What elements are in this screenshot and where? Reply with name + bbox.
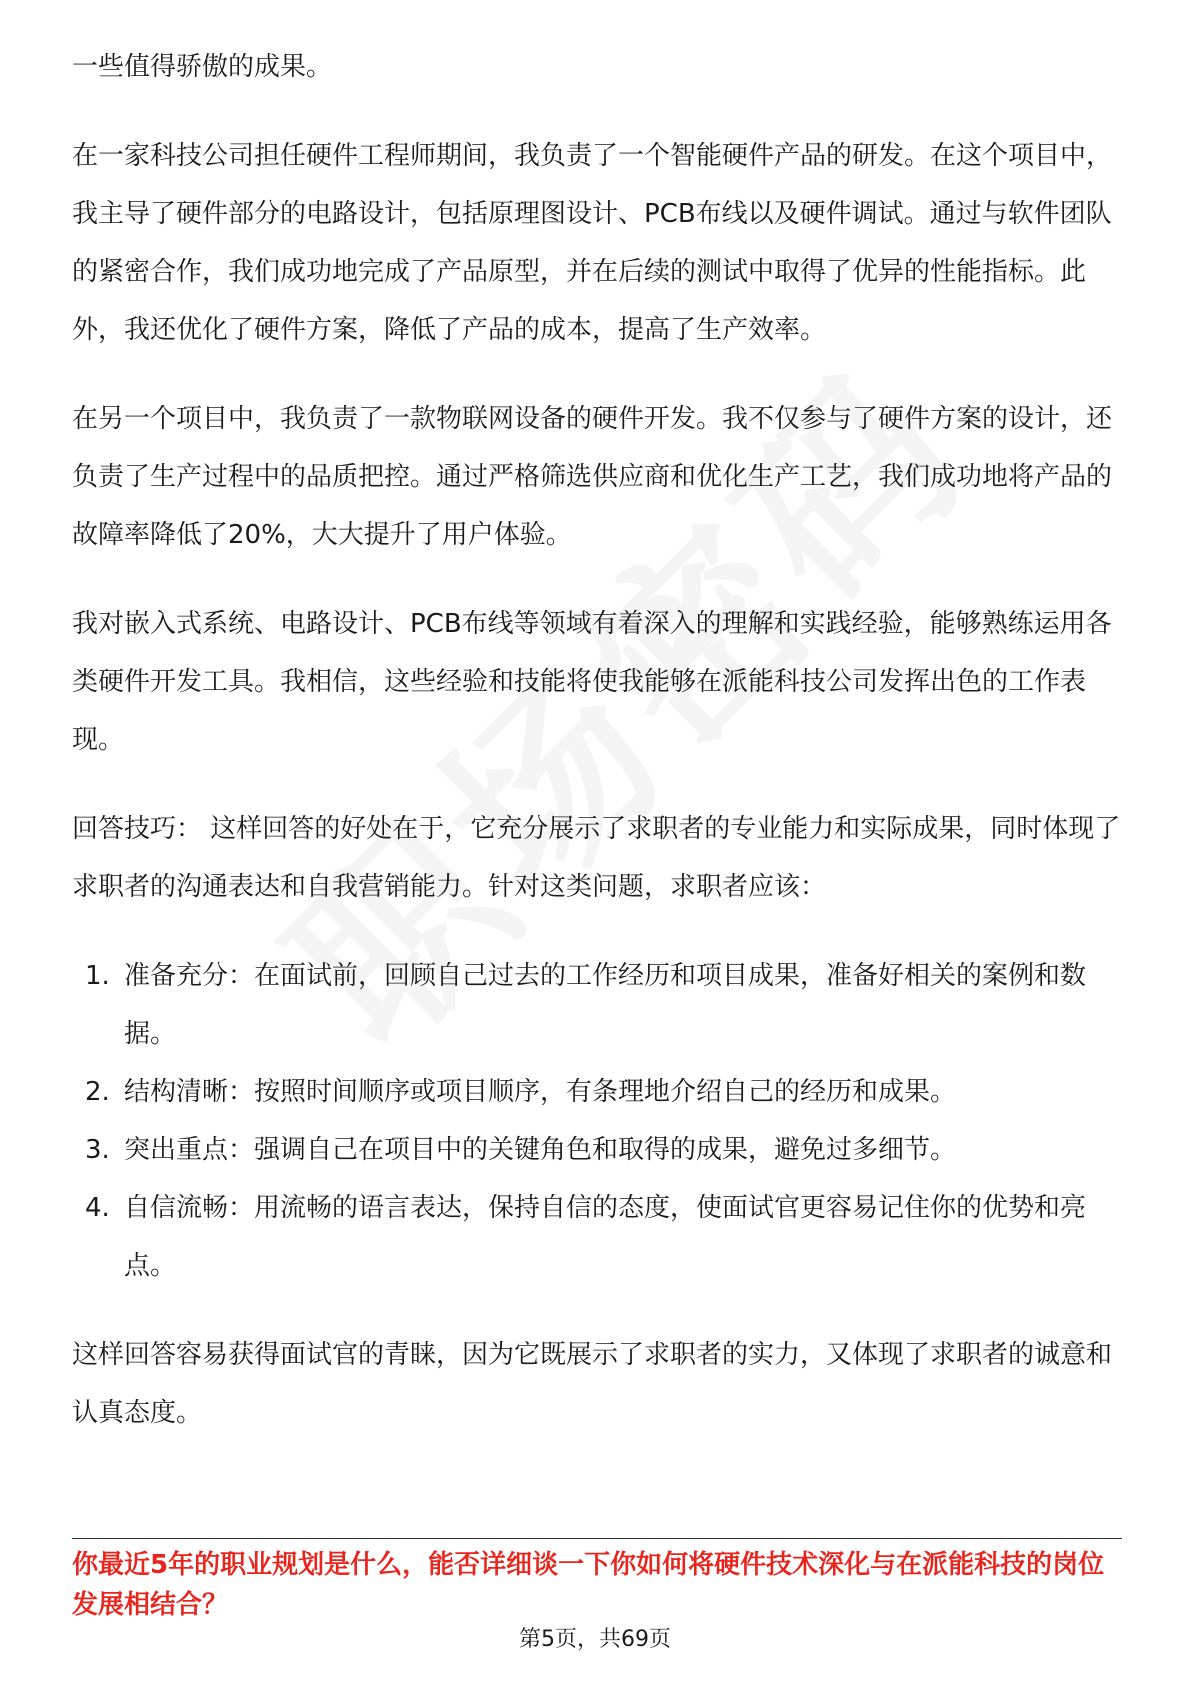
paragraph-intro: 一些值得骄傲的成果。 (72, 52, 333, 82)
list-item-text: 突出重点：强调自己在项目中的关键角色和取得的成果，避免过多细节。 (124, 1135, 957, 1165)
paragraph-skills: 我对嵌入式系统、电路设计、PCB布线等领域有着深入的理解和实践经验，能够熟练运用各类硬件开发工具。我相信，这些经验和技能将使我能够在派能科技公司发挥出色的工作表现。 (72, 609, 1112, 755)
page-number-footer: 第5页，共69页 (519, 1627, 671, 1652)
list-item-text: 结构清晰：按照时间顺序或项目顺序，有条理地介绍自己的经历和成果。 (124, 1077, 957, 1107)
body-content (72, 38, 1122, 1442)
section-divider (72, 1538, 1122, 1539)
list-item (72, 1121, 1122, 1179)
paragraph-conclusion: 这样回答容易获得面试官的青睐，因为它既展示了求职者的实力，又体现了求职者的诚意和认真态度。 (72, 1340, 1113, 1428)
list-item (72, 1179, 1122, 1295)
list-item-number: 4. (85, 1193, 110, 1223)
list-item-text: 准备充分：在面试前，回顾自己过去的工作经历和项目成果，准备好相关的案例和数据。 (124, 961, 1087, 1049)
list-item-number: 1. (85, 961, 110, 991)
tips-list (72, 947, 1122, 1295)
list-item (72, 1063, 1122, 1121)
next-question-heading: 你最近5年的职业规划是什么，能否详细谈一下你如何将硬件技术深化与在派能科技的岗位发展相结合？ (72, 1550, 1105, 1620)
paragraph-answer-tips: 回答技巧： 这样回答的好处在于，它充分展示了求职者的专业能力和实际成果，同时体现了求职者的沟通表达和自我营销能力。针对这类问题，求职者应该： (72, 814, 1121, 902)
list-item-text: 自信流畅：用流畅的语言表达，保持自信的态度，使面试官更容易记住你的优势和亮点。 (124, 1193, 1087, 1281)
paragraph-project-two: 在另一个项目中，我负责了一款物联网设备的硬件开发。我不仅参与了硬件方案的设计，还负责了生产过程中的品质把控。通过严格筛选供应商和优化生产工艺，我们成功地将产品的故障率降低了20%，大大提升了用户体验。 (72, 404, 1113, 550)
paragraph-project-one: 在一家科技公司担任硬件工程师期间，我负责了一个智能硬件产品的研发。在这个项目中，我主导了硬件部分的电路设计，包括原理图设计、PCB布线以及硬件调试。通过与软件团队的紧密合作，我们成功地完成了产品原型，并在后续的测试中取得了优异的性能指标。此外，我还优化了硬件方案，降低了产品的成本，提高了生产效率。 (72, 141, 1113, 345)
list-item-number: 3. (85, 1135, 110, 1165)
list-item-number: 2. (85, 1077, 110, 1107)
list-item (72, 947, 1122, 1063)
